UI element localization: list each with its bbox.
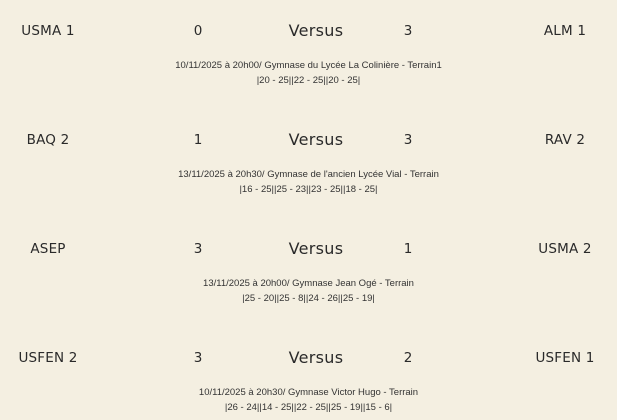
away-team-name: USFEN 1 xyxy=(535,350,595,366)
match-set-scores: |26 - 24||14 - 25||22 - 25||25 - 19||15 - 6| xyxy=(224,402,393,413)
match-score-row xyxy=(0,236,617,262)
home-team-name: BAQ 2 xyxy=(26,132,70,148)
match-details xyxy=(0,58,617,88)
match-details xyxy=(0,276,617,306)
away-team-score: 3 xyxy=(403,132,413,148)
match-details xyxy=(0,167,617,197)
versus-label: Versus xyxy=(288,348,344,367)
match-set-scores: |16 - 25||25 - 23||23 - 25||18 - 25| xyxy=(239,184,378,195)
away-team-score: 2 xyxy=(403,350,413,366)
home-team-score: 3 xyxy=(193,350,203,366)
match-date-venue: 13/11/2025 à 20h00/ Gymnase Jean Ogé - Terrain xyxy=(203,278,414,289)
match-score-row xyxy=(0,18,617,44)
match-card xyxy=(0,236,617,304)
home-team-score: 0 xyxy=(193,23,203,39)
home-team-name: ASEP xyxy=(30,241,66,257)
match-score-row xyxy=(0,345,617,371)
match-date-venue: 10/11/2025 à 20h30/ Gymnase Victor Hugo - Terrain xyxy=(198,387,419,398)
away-team-name: USMA 2 xyxy=(538,241,592,257)
versus-label: Versus xyxy=(288,239,344,258)
home-team-score: 1 xyxy=(193,132,203,148)
away-team-name: RAV 2 xyxy=(544,132,586,148)
away-team-name: ALM 1 xyxy=(543,23,587,39)
away-team-score: 3 xyxy=(403,23,413,39)
home-team-score: 3 xyxy=(193,241,203,257)
versus-label: Versus xyxy=(288,21,344,40)
match-score-row xyxy=(0,127,617,153)
match-date-venue: 13/11/2025 à 20h30/ Gymnase de l'ancien Lycée Vial - Terrain xyxy=(178,169,439,180)
match-card xyxy=(0,345,617,413)
match-card xyxy=(0,127,617,195)
match-details xyxy=(0,385,617,415)
match-card xyxy=(0,18,617,86)
away-team-score: 1 xyxy=(403,241,413,257)
home-team-name: USMA 1 xyxy=(21,23,75,39)
versus-label: Versus xyxy=(288,130,344,149)
home-team-name: USFEN 2 xyxy=(18,350,78,366)
match-set-scores: |25 - 20||25 - 8||24 - 26||25 - 19| xyxy=(242,293,375,304)
match-set-scores: |20 - 25||22 - 25||20 - 25| xyxy=(256,75,361,86)
match-date-venue: 10/11/2025 à 20h00/ Gymnase du Lycée La Colinière - Terrain1 xyxy=(175,60,442,71)
